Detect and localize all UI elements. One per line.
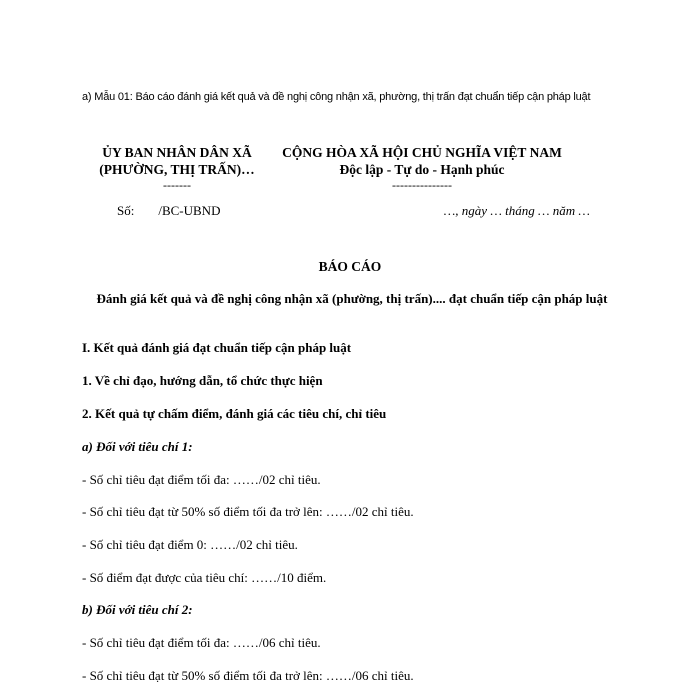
report-subtitle: Đánh giá kết quả và đề nghị công nhận xã (phường, thị trấn).... đạt chuẩn tiếp cận pháp luật [96, 291, 608, 306]
form-caption: a) Mẫu 01: Báo cáo đánh giá kết quả và đề nghị công nhận xã, phường, thị trấn đạt chuẩn tiếp cận pháp luật [82, 91, 591, 103]
country-name: CỘNG HÒA XÃ HỘI CHỦ NGHĨA VIỆT NAM [282, 145, 562, 160]
authority-line-2: (PHƯỜNG, THỊ TRẤN)… [99, 162, 255, 177]
criterion-a-line: - Số chỉ tiêu đạt điểm tối đa: ……/02 chỉ tiêu. [82, 472, 321, 487]
authority-divider: ------- [163, 178, 191, 192]
report-title: BÁO CÁO [318, 259, 382, 274]
motto-line: Độc lập - Tự do - Hạnh phúc [339, 162, 505, 177]
national-motto [272, 144, 572, 193]
authority-line-1: ỦY BAN NHÂN DÂN XÃ [102, 145, 252, 160]
item-heading-1: 1. Về chỉ đạo, hướng dẫn, tổ chức thực hiện [82, 373, 323, 388]
section-heading-1: I. Kết quả đánh giá đạt chuẩn tiếp cận pháp luật [82, 340, 352, 355]
criterion-a-line: - Số chỉ tiêu đạt từ 50% số điểm tối đa trở lên: ……/02 chỉ tiêu. [82, 504, 414, 519]
document-number-label: Số: [117, 203, 135, 218]
item-heading-2: 2. Kết quả tự chấm điểm, đánh giá các tiêu chí, chỉ tiêu [82, 406, 387, 421]
issuing-authority [82, 144, 272, 193]
document-number [117, 203, 220, 219]
criterion-a-line: - Số điểm đạt được của tiêu chí: ……/10 điểm. [82, 570, 327, 585]
criterion-b-heading: b) Đối với tiêu chí 2: [82, 602, 193, 617]
criterion-b-line: - Số chỉ tiêu đạt từ 50% số điểm tối đa trở lên: ……/06 chỉ tiêu. [82, 668, 414, 683]
criterion-a-line: - Số chỉ tiêu đạt điểm 0: ……/02 chỉ tiêu. [82, 537, 298, 552]
date-line: …, ngày … tháng … năm … [443, 203, 590, 218]
motto-divider: --------------- [392, 178, 452, 192]
document-number-value: /BC-UBND [158, 203, 221, 218]
criterion-a-heading: a) Đối với tiêu chí 1: [82, 439, 193, 454]
criterion-b-line: - Số chỉ tiêu đạt điểm tối đa: ……/06 chỉ tiêu. [82, 635, 321, 650]
